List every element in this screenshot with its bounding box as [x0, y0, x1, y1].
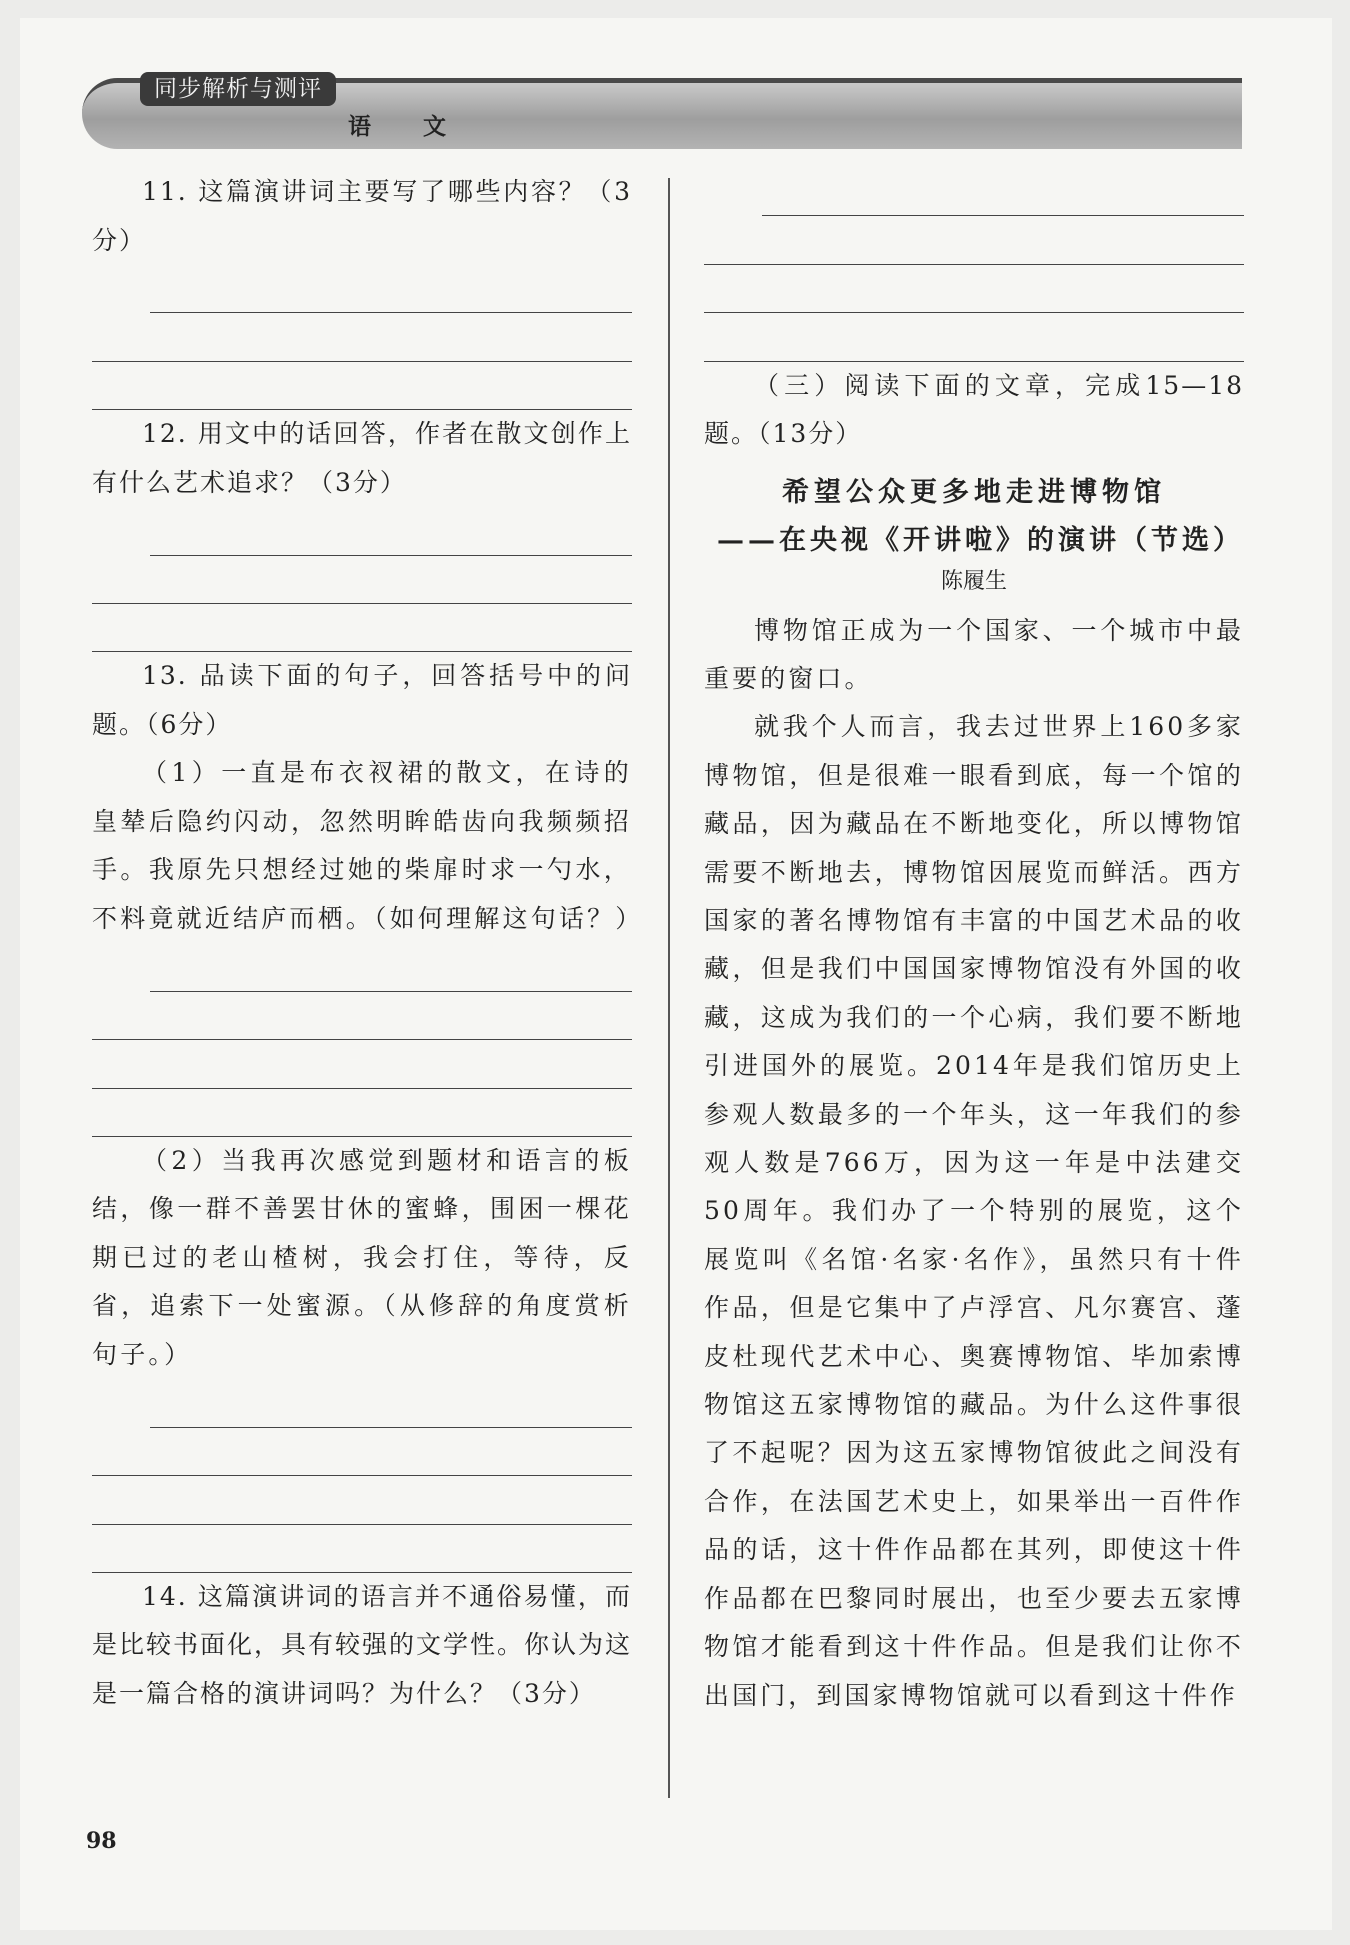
question-11: 11. 这篇演讲词主要写了哪些内容？（3分） — [92, 177, 632, 255]
answer-line[interactable] — [92, 556, 632, 604]
answer-line[interactable] — [150, 507, 632, 555]
right-column — [704, 168, 1244, 1720]
question-14: 14. 这篇演讲词的语言并不通俗易懂，而是比较书面化，具有较强的文学性。你认为这是一篇合格的演讲词吗？为什么？（3分） — [92, 1581, 633, 1708]
page-number: 98 — [86, 1828, 117, 1854]
answer-line[interactable] — [92, 992, 632, 1040]
question-12: 12. 用文中的话回答，作者在散文创作上有什么艺术追求？（3分） — [92, 419, 632, 497]
answer-line[interactable] — [92, 1428, 632, 1476]
question-13-part-2: （2）当我再次感觉到题材和语言的板结，像一群不善罢甘休的蜜蜂，围困一棵花期已过的老山楂树，我会打住，等待，反省，追索下一处蜜源。（从修辞的角度赏析句子。） — [92, 1145, 632, 1369]
answer-line[interactable] — [92, 604, 632, 652]
answer-line[interactable] — [704, 216, 1244, 264]
answer-line[interactable] — [92, 1476, 632, 1524]
article-paragraph-1: 博物馆正成为一个国家、一个城市中最重要的窗口。 — [704, 615, 1244, 693]
question-13: 13. 品读下面的句子，回答括号中的问题。（6分） — [92, 661, 632, 739]
answer-line[interactable] — [150, 943, 632, 991]
answer-line[interactable] — [150, 1379, 632, 1427]
answer-line[interactable] — [92, 362, 632, 410]
answer-line[interactable] — [92, 1525, 632, 1573]
series-title: 同步解析与测评 — [140, 72, 336, 106]
column-divider — [668, 178, 670, 1798]
answer-line[interactable] — [92, 1089, 632, 1137]
article-paragraph-2: 就我个人而言，我去过世界上160多家博物馆，但是很难一眼看到底，每一个馆的藏品，因为藏品在不断地变化，所以博物馆需要不断地去，博物馆因展览而鲜活。西方国家的著名博物馆有丰富的中国艺术品的收藏，但是我们中国国家博物馆没有外国的收藏，这成为我们的一个心病，我们要不断地引进国外的展览。2014年是我们馆历史上参观人数最多的一个年头，这一年我们的参观人数是766万，因为这一年是中法建交50周年。我们办了一个特别的展览，这个展览叫《名馆·名家·名作》，虽然只有十件作品，但是它集中了卢浮宫、凡尔赛宫、蓬皮杜现代艺术中心、奥赛博物馆、毕加索博物馆这五家博物馆的藏品。为什么这件事很了不起呢？因为这五家博物馆彼此之间没有合作，在法国艺术史上，如果举出一百件作品的话，这十件作品都在其列，即使这十件作品都在巴黎同时展出，也至少要去五家博物馆才能看到这十件作品。但是我们让你不出国门，到国家博物馆就可以看到这十件作 — [704, 712, 1244, 1710]
question-13-part-1: （1）一直是布衣衩裙的散文，在诗的皇辇后隐约闪动，忽然明眸皓齿向我频频招手。我原先只想经过她的柴扉时求一勺水，不料竟就近结庐而栖。（如何理解这句话？） — [92, 758, 644, 933]
article-author: 陈履生 — [940, 568, 1007, 594]
left-column — [92, 168, 644, 1718]
answer-line[interactable] — [92, 1040, 632, 1088]
answer-line[interactable] — [92, 313, 632, 361]
answer-line[interactable] — [704, 265, 1244, 313]
answer-line[interactable] — [150, 265, 632, 313]
subject-label: 语 文 — [348, 114, 469, 140]
article-title: 希望公众更多地走进博物馆 — [782, 476, 1166, 508]
answer-line[interactable] — [704, 313, 1244, 361]
section-instruction: （三）阅读下面的文章，完成15—18题。（13分） — [704, 370, 1244, 449]
article-subtitle: ——在央视《开讲啦》的演讲（节选） — [717, 524, 1244, 556]
answer-line[interactable] — [762, 168, 1244, 216]
